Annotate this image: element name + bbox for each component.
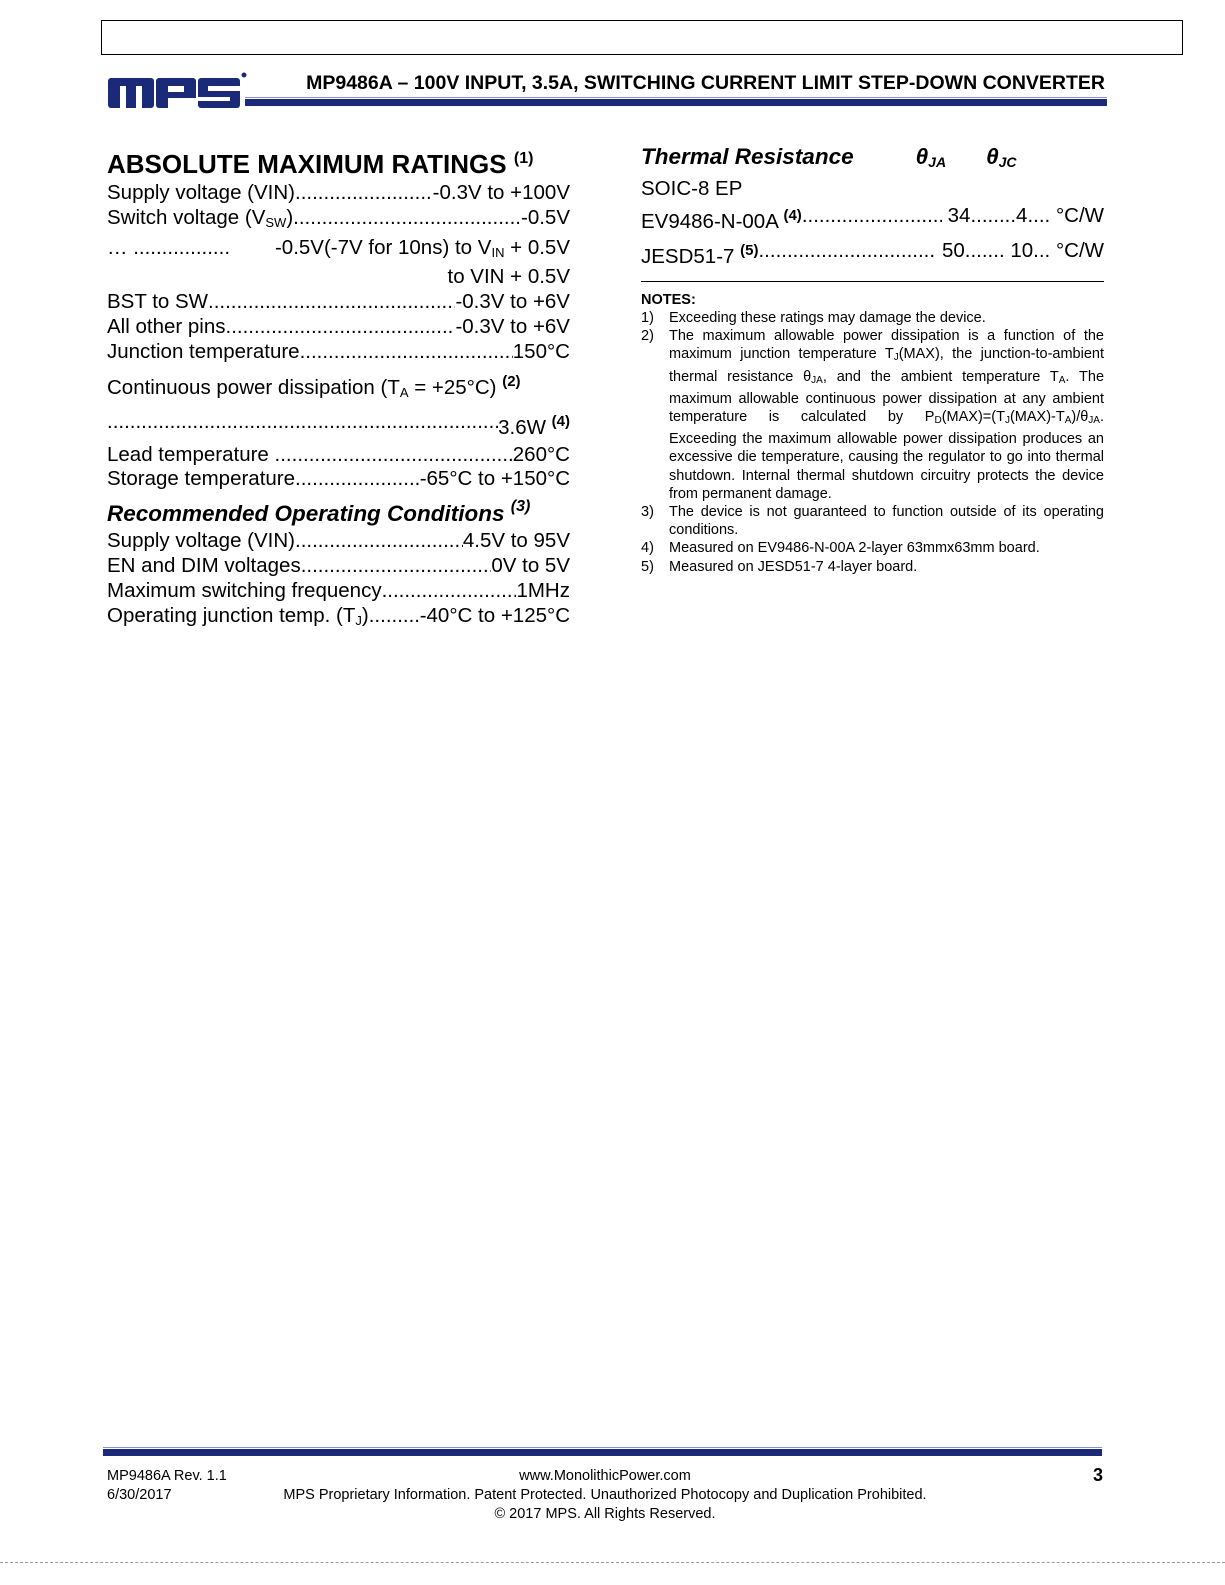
notes-divider — [641, 281, 1104, 282]
page-number: 3 — [1092, 1465, 1103, 1485]
thermal-resistance-section — [641, 142, 1104, 576]
note-item: 3) The device is not guaranteed to function outside of its operating conditions. — [641, 504, 1104, 539]
footer-rule-highlight — [103, 1447, 1102, 1448]
page-bottom-dashed-line — [0, 1562, 1225, 1563]
note-item: 1) Exceeding these ratings may damage the device. — [641, 310, 986, 326]
footer-copyright: © 2017 MPS. All Rights Reserved. — [494, 1506, 716, 1522]
theta-ja-header: $\theta_{JA}$ — [915, 144, 947, 170]
abs-row-bst-to-sw: BST to SW ..... -0.3V to +6V — [107, 290, 570, 315]
header-rule-highlight — [245, 97, 1107, 98]
footer-proprietary-notice: MPS Proprietary Information. Patent Protected. Unauthorized Photocopy and Duplication Prohibited. — [283, 1487, 927, 1503]
note-item: 2) The maximum allowable power dissipation is a function of the maximum junction temperature $T_J(MAX)$, the junction-to-ambient thermal resistance $\theta_{JA}$, and the ambient temperature $T_A$. The maximum allowable continuous power dissipation at any ambient temperature is calculated by $P_D(MAX)=(T_J(MAX)-T_A)/\theta_{JA}$. Exceeding the maximum allowable power dissipation produces an excessive die temperature, causing the regulator to go into thermal shutdown. Internal thermal shutdown circuitry protects the device from permanent damage. — [641, 328, 1105, 502]
abs-row-junction-temperature: Junction temperature ..... 150°C — [107, 340, 570, 365]
theta-jc-header: $\theta_{JC}$ — [986, 144, 1017, 170]
footer-url[interactable]: www.MonolithicPower.com — [519, 1468, 691, 1484]
abs-row-switch-voltage: Switch voltage $(V_{SW})$ ..... -0.5V — [107, 206, 570, 236]
abs-row-supply-voltage: Supply voltage (VIN) ..... -0.3V to +100V — [107, 181, 570, 206]
thermal-row-jesd51-7: JESD51-7 $^{(5)}$ ..... 50 ....... 10 ... °C/W — [641, 236, 1104, 271]
notes-list — [641, 309, 1104, 576]
absolute-maximum-ratings-section — [107, 142, 570, 633]
footer-revision: MP9486A Rev. 1.1 — [107, 1468, 227, 1484]
header-rule — [245, 99, 1107, 106]
rec-row-max-switching-frequency: Maximum switching frequency ..... 1MHz — [107, 579, 570, 604]
recommended-operating-conditions-title: Recommended Operating Conditions $^{(3)}$ — [107, 498, 531, 527]
document-title: MP9486A – 100V INPUT, 3.5A, SWITCHING CURRENT LIMIT STEP-DOWN CONVERTER — [306, 72, 1105, 94]
thermal-row-ev9486: EV9486-N-00A $^{(4)}$ ..... 34 ........ 4 .... °C/W — [641, 201, 1104, 236]
note-item: 4) Measured on EV9486-N-00A 2-layer 63mmx63mm board. — [641, 540, 1040, 557]
abs-row-switch-transient: … ................. -0.5V(-7V for 10ns) to $V_{IN} + 0.5V$ — [107, 235, 570, 260]
abs-row-switch-transient-cont: to VIN + 0.5V — [447, 265, 570, 289]
notes-title: NOTES: — [641, 292, 696, 308]
mps-logo — [108, 70, 248, 110]
note-item: 5) Measured on JESD51-7 4-layer board. — [641, 558, 918, 575]
abs-row-power-dissipation-value: ..... 3.6W $^{(4)}$ — [107, 407, 570, 443]
rec-row-operating-junction-temp: Operating junction temp. $(T_J)$ ..... -40°C to +125°C — [107, 604, 570, 634]
abs-row-storage-temperature: Storage temperature ..... -65°C to +150°C — [107, 467, 570, 492]
top-frame-box — [101, 20, 1183, 55]
rec-row-en-dim-voltages: EN and DIM voltages ..... 0V to 5V — [107, 554, 570, 579]
abs-row-all-other-pins: All other pins ..... -0.3V to +6V — [107, 315, 570, 340]
abs-row-power-dissipation: Continuous power dissipation $(T_A = +25^\circ C)$ $^{(2)}$ — [107, 372, 521, 400]
footer-rule — [103, 1449, 1102, 1456]
footer-date: 6/30/2017 — [107, 1487, 172, 1503]
thermal-resistance-header: Thermal Resistance $\theta_{JA}$ $\theta_{JC}$ — [641, 142, 1104, 177]
abs-row-lead-temperature: Lead temperature ..... 260°C — [107, 443, 570, 468]
abs-max-title: ABSOLUTE MAXIMUM RATINGS $^{(1)}$ — [107, 149, 534, 179]
thermal-package-label: SOIC-8 EP — [641, 177, 743, 200]
rec-row-supply-voltage: Supply voltage (VIN) ..... 4.5V to 95V — [107, 529, 570, 554]
